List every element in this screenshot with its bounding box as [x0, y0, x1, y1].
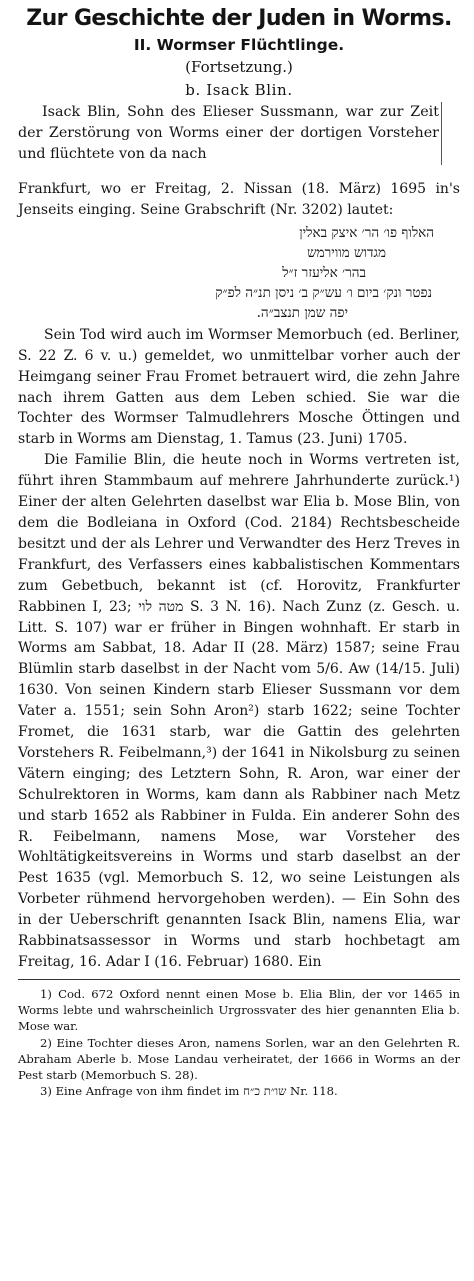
epitaph-line: נפטר ונק׳ ביום ו׳ עש״ק ב׳ ניסן תנ״ה לפ״ק: [215, 284, 432, 301]
column-break-spacer: [18, 165, 460, 179]
epitaph-line: בהר׳ אליעזר ז״ל: [282, 264, 366, 281]
footnote-2: 2) Eine Tochter dieses Aron, namens Sorlen, war an den Gelehrten R. Abraham Aberle b. Mose Landau verheiratet, der 1666 in Worms an der Pest starb (Memorbuch S. 28).: [18, 1035, 460, 1082]
article-title: Zur Geschichte der Juden in Worms.: [26, 6, 452, 31]
paragraph-memorbuch: Sein Tod wird auch im Wormser Memorbuch (ed. Berliner, S. 22 Z. 6 v. u.) gemeldet, wo unmittelbar vorher auch der Heimgang seiner Frau Fromet betrauert wird, die zehn Jahre nach ihrem Gatten aus dem Leben schied. Sie war die Tochter des Wormser Talmudlehrers Mosche Öttingen und starb in Worms am Dienstag, 1. Tamus (23. Juni) 1705.: [18, 326, 460, 448]
paragraph-family-blin: Die Familie Blin, die heute noch in Worms vertreten ist, führt ihren Stammbaum auf mehrere Jahrhunderte zurück.¹) Einer der alten Gelehrten daselbst war Elia b. Mose Blin, von dem die Bodleiana in Oxford (Cod. 2184) Rechtsbescheide besitzt und der als Lehrer und Verwandter des Herz Treves in Frankfurt, des Verfassers eines kabbalistischen Kommentars zum Gebetbuch, bekannt ist (cf. Horovitz, Frankfurter Rabbinen I, 23; מטה לוי S. 3 N. 16). Nach Zunz (z. Gesch. u. Litt. S. 107) war er früher in Bingen wohnhaft. Er starb in Worms am Sabbat, 18. Adar II (28. März) 1587; seine Frau Blümlin starb daselbst in der Nacht vom 5/6. Aw (14/15. Juli) 1630. Von seinen Kindern starb Elieser Sussmann vor dem Vater a. 1551; sein Sohn Aron²) starb 1622; seine Tochter Fromet, die 1631 starb, war die Gattin des gelehrten Vorstehers R. Feibelmann,³) der 1641 in Nikolsburg zu seinen Vätern einging; des Letztern Sohn, R. Aron, war einer der Schulrektoren in Worms, kam dann als Rabbiner nach Metz und starb 1652 als Rabbiner in Fulda. Ein anderer Sohn des R. Feibelmann, namens Mose, war Vorsteher des Wohltätigkeitsvereins in Worms und starb daselbst an der Pest 1635 (vgl. Memorbuch S. 12, wo seine Leistungen als Vorbeter rühmend hervorgehoben werden). — Ein Sohn des in der Ueberschrift genannten Isack Blin, namens Elia, war Rabbinatsassessor in Worms und starb hochbetagt am Freitag, 16. Adar I (16. Februar) 1680. Ein: [18, 452, 461, 970]
epitaph-line: האלוף פו׳ הר׳ איצק באלין: [299, 224, 434, 241]
epitaph-hebrew: [18, 223, 434, 323]
continuation-note: (Fortsetzung.): [185, 58, 293, 76]
section-heading: b. Isack Blin.: [185, 81, 293, 99]
footnote-1: 1) Cod. 672 Oxford nennt einen Mose b. Elia Blin, der vor 1465 in Worms lebte und wahrscheinlich Urgrossvater des hier genannten Elia b. Mose war.: [18, 986, 460, 1034]
epitaph-line: מגדוש מווירמש: [307, 244, 386, 261]
epitaph-line: יפה שמן תנצב״ה.: [256, 304, 348, 321]
article-subtitle: II. Wormser Flüchtlinge.: [133, 36, 345, 54]
intro-paragraph: Isack Blin, Sohn des Elieser Sussmann, war zur Zeit der Zerstörung von Worms einer der dortigen Vorsteher und flüchtete von da nach: [18, 102, 442, 165]
paragraph-grave-inscription: Frankfurt, wo er Freitag, 2. Nissan (18. März) 1695 in's Jenseits einging. Seine Grabschrift (Nr. 3202) lautet:: [18, 181, 460, 218]
footnote-3: 3) Eine Anfrage von ihm findet im שו״ת כ״ח Nr. 118.: [40, 1084, 338, 1099]
footnote-divider: [18, 979, 460, 980]
